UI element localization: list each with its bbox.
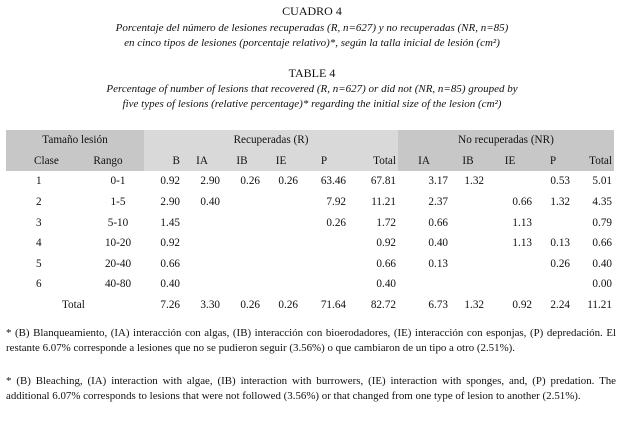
- table-cell: 5.01: [592, 175, 612, 188]
- column-header: P: [534, 151, 572, 172]
- column-header: IA: [182, 151, 222, 172]
- table-cell: [450, 254, 486, 275]
- caption-en-line1: Percentage of number of lesions that recovered (R, n=627) or did not (NR, n=85) grouped by: [106, 83, 518, 95]
- table-cell: 4.35: [592, 196, 612, 209]
- table-cell: 0.79: [592, 216, 612, 229]
- data-table: [6, 130, 614, 315]
- table-cell: 0.92: [160, 237, 180, 250]
- table-cell: 0.40: [376, 278, 396, 291]
- total-cell: 0.26: [240, 299, 260, 312]
- total-cell: 7.26: [160, 299, 180, 312]
- table-cell: 63.46: [320, 175, 346, 188]
- table-cell: 0.26: [278, 175, 298, 188]
- table-cell: [222, 212, 262, 233]
- table-cell: 2.90: [160, 196, 180, 209]
- table-cell: 0.40: [200, 196, 220, 209]
- table-cell: [300, 233, 348, 254]
- table-cell: 1: [36, 175, 42, 188]
- table-label-es: CUADRO 4: [282, 4, 342, 18]
- table-cell: 0.26: [550, 257, 570, 270]
- table-cell: 20-40: [104, 257, 132, 270]
- caption-es-line1: Porcentaje del número de lesiones recuperadas (R, n=627) y no recuperadas (NR, n=85): [115, 22, 509, 34]
- table-cell: 4: [36, 237, 42, 250]
- table-cell: 0.13: [550, 237, 570, 250]
- table-cell: 11.21: [371, 196, 396, 209]
- column-header: IE: [262, 151, 300, 172]
- table-cell: [182, 254, 222, 275]
- footnote-es: * (B) Blanqueamiento, (IA) interacción con algas, (IB) interacción con bioerodadores, (IE) interacción con esponjas, (P) depredación. El restante 6.07% corresponde a lesiones que no se pudieron seguir (3.56%) o que cambiaron de un tipo a otro (2.51%).: [6, 327, 616, 354]
- column-header: IE: [486, 151, 534, 172]
- table-cell: [486, 171, 534, 192]
- table-cell: 0.66: [428, 216, 448, 229]
- total-label: Total: [62, 299, 85, 312]
- table-cell: 0.66: [592, 237, 612, 250]
- table-cell: 0.40: [428, 237, 448, 250]
- column-header-row: [6, 151, 614, 172]
- table-cell: 1.45: [160, 216, 180, 229]
- table-label-en: TABLE 4: [288, 66, 336, 80]
- table-cell: [222, 233, 262, 254]
- table-cell: 0.13: [428, 257, 448, 270]
- table-cell: [486, 254, 534, 275]
- table-cell: 40-80: [104, 278, 132, 291]
- table-cell: [450, 212, 486, 233]
- table-cell: 0.92: [160, 175, 180, 188]
- table-cell: [222, 192, 262, 213]
- table-cell: 1.32: [464, 175, 484, 188]
- table-cell: [450, 192, 486, 213]
- table-cell: [182, 212, 222, 233]
- table-row: [6, 212, 614, 233]
- table-cell: 10-20: [104, 237, 132, 250]
- total-cell: 11.21: [587, 299, 612, 312]
- table-cell: 67.81: [370, 175, 396, 188]
- table-cell: 1-5: [110, 196, 126, 209]
- table-cell: 1.13: [512, 237, 532, 250]
- table-row: [6, 171, 614, 192]
- table-cell: 1.32: [550, 196, 570, 209]
- total-cell: 71.64: [320, 299, 346, 312]
- table-cell: 7.92: [326, 196, 346, 209]
- table-cell: 0.92: [376, 237, 396, 250]
- table-cell: [222, 274, 262, 295]
- footnote-en: * (B) Bleaching, (IA) interaction with algae, (IB) interaction with burrowers, (IE) interaction with sponges, and, (P) predation. The additional 6.07% corresponds to lesions that were not followed (3.56%) or that changed from one type of lesion to another (2.51%).: [6, 375, 616, 402]
- total-cell: 0.26: [278, 299, 298, 312]
- table-cell: [300, 254, 348, 275]
- table-cell: 3.17: [428, 175, 448, 188]
- table-row: [6, 233, 614, 254]
- group-header-not-recovered: No recuperadas (NR): [398, 130, 614, 151]
- table-cell: 2: [36, 196, 42, 209]
- column-header: P: [300, 151, 348, 172]
- table-cell: 5: [36, 257, 42, 270]
- table-row: [6, 274, 614, 295]
- total-cell: 1.32: [464, 299, 484, 312]
- table-cell: 2.90: [200, 175, 220, 188]
- table-cell: [450, 233, 486, 254]
- total-cell: 6.73: [428, 299, 448, 312]
- table-cell: [300, 274, 348, 295]
- table-cell: 6: [36, 278, 42, 291]
- total-row: [6, 295, 614, 316]
- table-cell: 0.66: [376, 257, 396, 270]
- table-cell: 0.66: [512, 196, 532, 209]
- table-cell: [534, 212, 572, 233]
- table-cell: 0.26: [326, 216, 346, 229]
- group-header-row: [6, 130, 614, 151]
- table-cell: 0.66: [160, 257, 180, 270]
- table-cell: 2.37: [428, 196, 448, 209]
- column-header: Rango: [72, 151, 144, 172]
- caption-en-line2: five types of lesions (relative percentage)* regarding the initial size of the lesion (cm²): [122, 98, 502, 110]
- table-cell: 1.72: [376, 216, 396, 229]
- table-cell: 0.26: [240, 175, 260, 188]
- table-cell: 3: [36, 216, 42, 229]
- caption-es-line2: en cinco tipos de lesiones (porcentaje relativo)*, según la talla inicial de lesión (cm²): [124, 37, 500, 49]
- total-cell: 0.92: [512, 299, 532, 312]
- table-cell: [182, 233, 222, 254]
- table-cell: 5-10: [107, 216, 129, 229]
- table-cell: [262, 192, 300, 213]
- column-header: B: [144, 151, 182, 172]
- total-cell: 82.72: [370, 299, 396, 312]
- table-cell: 0.53: [550, 175, 570, 188]
- table-cell: [182, 274, 222, 295]
- total-cell: 2.24: [550, 299, 570, 312]
- table-cell: [534, 274, 572, 295]
- table-cell: [262, 254, 300, 275]
- table-cell: 0-1: [110, 175, 126, 188]
- column-header: Total: [348, 151, 398, 172]
- table-cell: [486, 274, 534, 295]
- column-header: IB: [222, 151, 262, 172]
- table-cell: [450, 274, 486, 295]
- column-header: IB: [450, 151, 486, 172]
- table-cell: [262, 233, 300, 254]
- table-cell: 0.00: [592, 278, 612, 291]
- table-cell: [262, 212, 300, 233]
- table-cell: [222, 254, 262, 275]
- column-header: IA: [398, 151, 450, 172]
- table-row: [6, 254, 614, 275]
- table-row: [6, 192, 614, 213]
- table-cell: [262, 274, 300, 295]
- column-header: Clase: [6, 151, 72, 172]
- column-header: Total: [572, 151, 614, 172]
- total-cell: 3.30: [200, 299, 220, 312]
- group-header-recovered: Recuperadas (R): [144, 130, 398, 151]
- group-header-size: Tamaño lesión: [6, 130, 144, 151]
- table-cell: 1.13: [512, 216, 532, 229]
- table-cell: [398, 274, 450, 295]
- table-cell: 0.40: [160, 278, 180, 291]
- table-cell: 0.40: [592, 257, 612, 270]
